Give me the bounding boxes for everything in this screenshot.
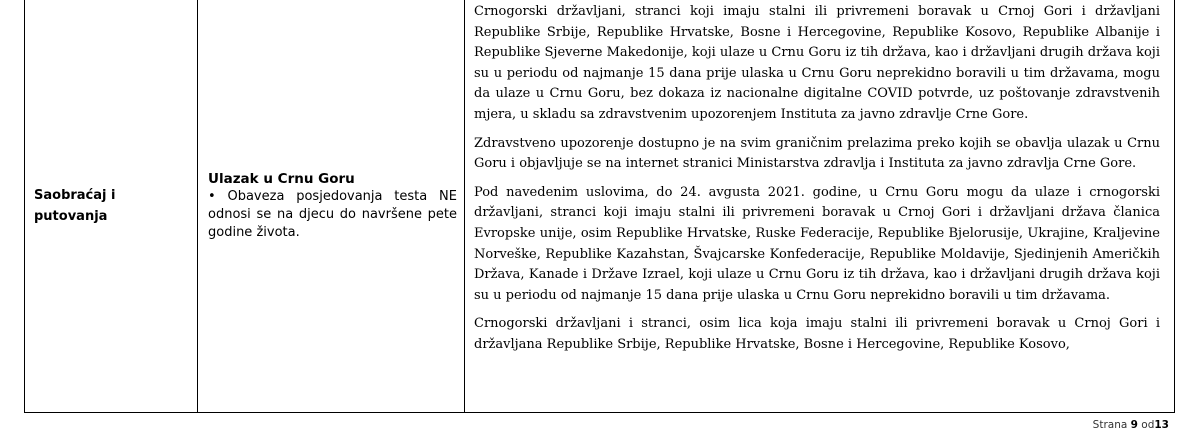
page-number-current: 9 [1130, 419, 1138, 431]
table-row [25, 0, 1175, 413]
category-cell [25, 0, 198, 413]
body-paragraph-4: Crnogorski državljani i stranci, osim lica koja imaju stalni ili privremeni boravak u Crnoj Gori i državljana Republike Srbije, Republike Hrvatske, Bosne i Hercegovine, Republike Kosovo, [474, 316, 1160, 352]
body-paragraph-1: Crnogorski državljani, stranci koji imaju stalni ili privremeni boravak u Crnoj Gori i državljani Republike Srbije, Republike Hrvatske, Bosne i Hercegovine, Republike Kosovo, Republike Albanije i Republike Sjeverne Makedonije, koji ulaze u Crnu Goru iz tih država, kao i državljani drugih država koji su u periodu od najmanje 15 dana prije ulaska u Crnu Goru neprekidno boravili u tim državama, mogu da ulaze u Crnu Goru, bez dokaza iz nacionalne digitalne COVID potvrde, uz poštovanje zdravstvenih mjera, u skladu sa zdravstvenim upozorenjem Instituta za javno zdravlje Crne Gore. [474, 4, 1160, 122]
page-number-separator: od [1137, 419, 1155, 431]
body-paragraph-3: Pod navedenim uslovima, do 24. avgusta 2021. godine, u Crnu Goru mogu da ulaze i crnogorski državljani, stranci koji imaju stalni ili privremeni boravak u Crnoj Gori i državljani država članica Evropske unije, osim Republike Hrvatske, Ruske Federacije, Republike Bjelorusije, Ukrajine, Kraljevine Norveške, Republike Kazahstan, Švajcarske Konfederacije, Republike Moldavije, Sjedinjenih Američkih Država, Kanade i Države Izrael, koji ulaze u Crnu Goru iz tih država, kao i državljani drugih država koji su u periodu od najmanje 15 dana prije ulaska u Crnu Goru neprekidno boravili u tim državama. [474, 184, 1160, 303]
document-table [24, 0, 1175, 413]
subheading-title: Ulazak u Crnu Goru [208, 170, 355, 187]
body-text [474, 2, 1160, 412]
page-number [1093, 419, 1169, 431]
body-cell [465, 0, 1175, 413]
body-paragraph-2: Zdravstveno upozorenje dostupno je na svim graničnim prelazima preko kojih se obavlja ulazak u Crnu Goru i objavljuje se na internet stranici Ministarstva zdravlja i Instituta za javno zdravlja Crne Gore. [474, 135, 1160, 172]
category-label [34, 185, 197, 227]
category-line-2: putovanja [34, 208, 108, 224]
subheading-cell [198, 0, 465, 413]
category-line-1: Saobraćaj i [34, 187, 116, 203]
page-number-total: 13 [1154, 419, 1169, 431]
subheading-bullet: • Obaveza posjedovanja testa NE odnosi se na djecu do navršene pete godine života. [208, 188, 457, 240]
page-number-prefix: Strana [1092, 419, 1131, 431]
